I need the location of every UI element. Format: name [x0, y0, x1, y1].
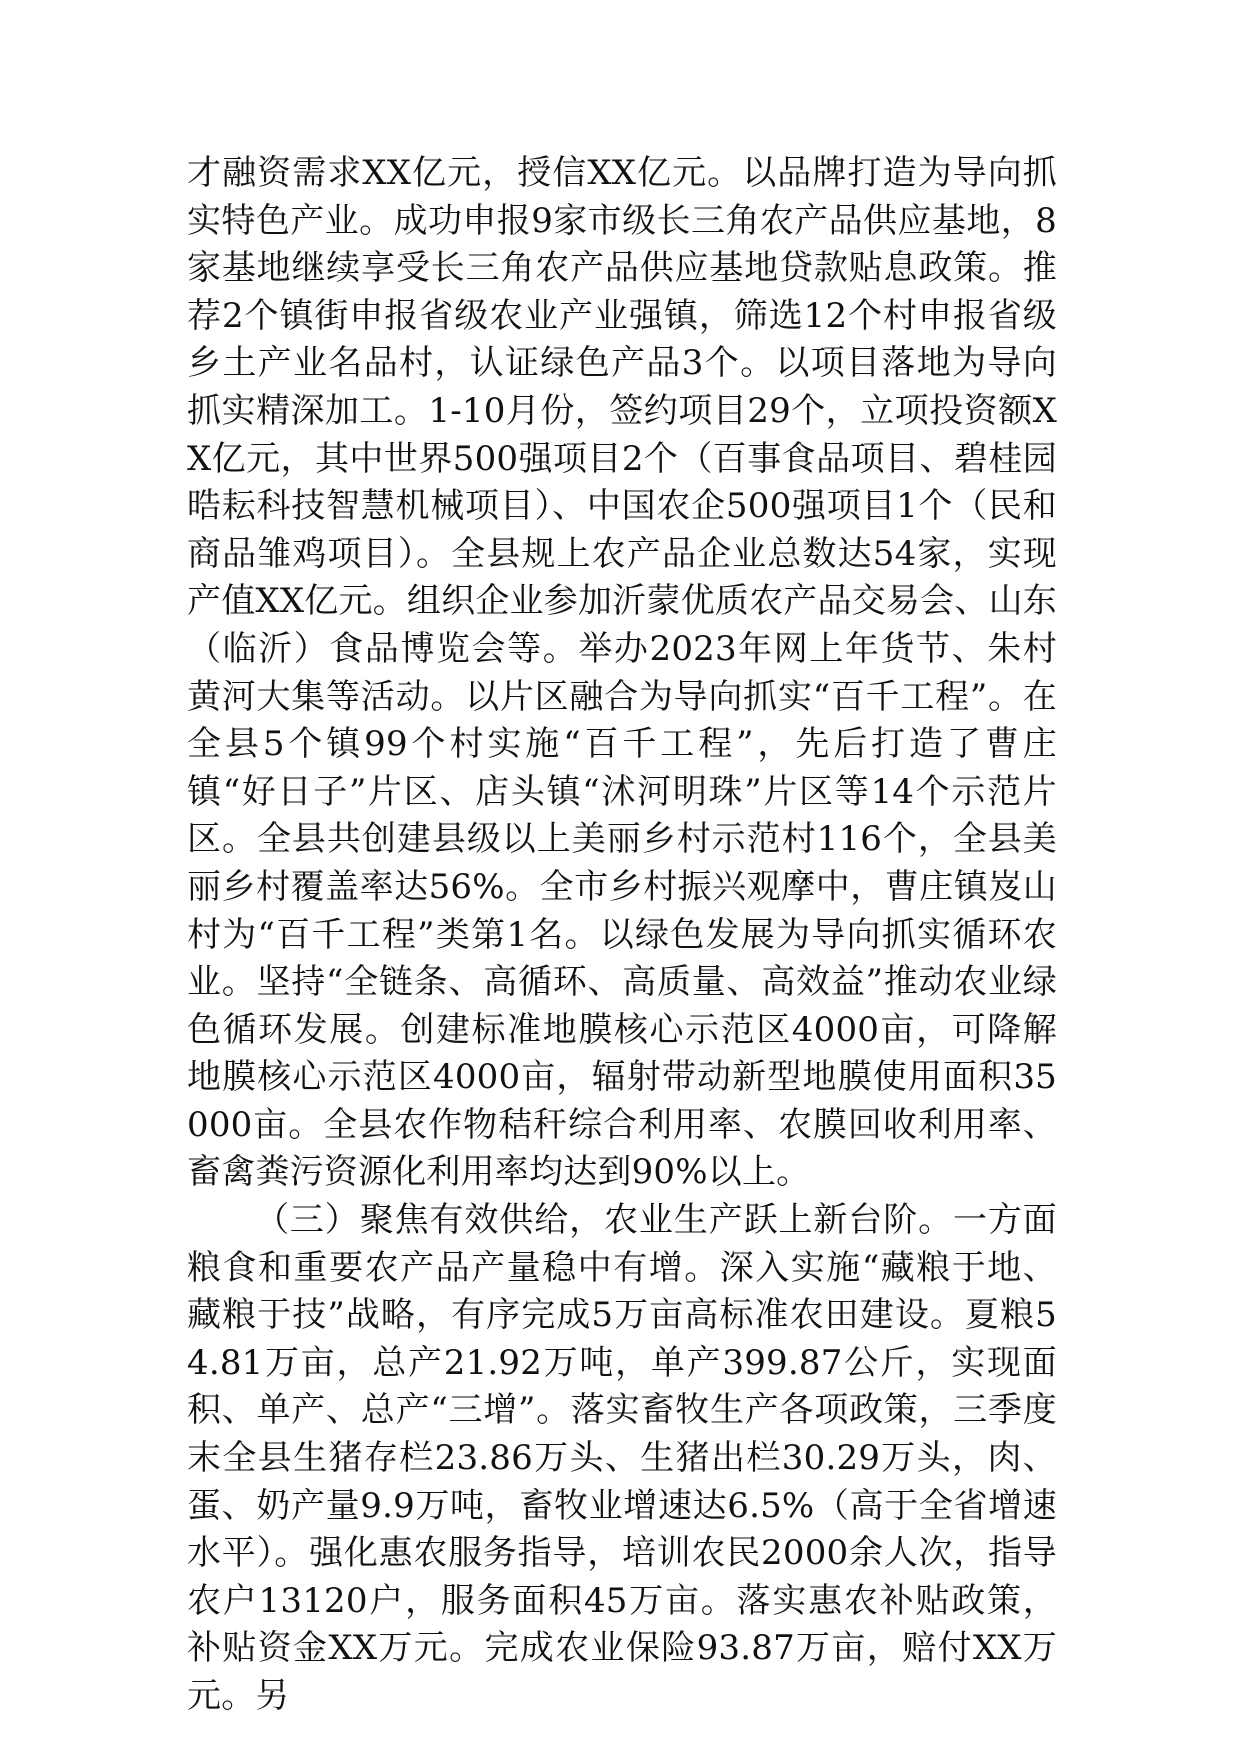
paragraph-continuation: 才融资需求XX亿元，授信XX亿元。以品牌打造为导向抓实特色产业。成功申报9家市级长三角农产品供应基地，8家基地继续享受长三角农产品供应基地贷款贴息政策。推荐2个镇街申报省级农业产业强镇，筛选12个村申报省级乡土产业名品村，认证绿色产品3个。以项目落地为导向抓实精深加工。1-10月份，签约项目29个，立项投资额XX亿元，其中世界500强项目2个（百事食品项目、碧桂园晧耘科技智慧机械项目）、中国农企500强项目1个（民和商品雏鸡项目）。全县规上农产品企业总数达54家，实现产值XX亿元。组织企业参加沂蒙优质农产品交易会、山东（临沂）食品博览会等。举办2023年网上年货节、朱村黄河大集等活动。以片区融合为导向抓实“百千工程”。在全县5个镇99个村实施“百千工程”，先后打造了曹庄镇“好日子”片区、店头镇“沭河明珠”片区等14个示范片区。全县共创建县级以上美丽乡村示范村116个，全县美丽乡村覆盖率达56%。全市乡村振兴观摩中，曹庄镇岌山村为“百千工程”类第1名。以绿色发展为导向抓实循环农业。坚持“全链条、高循环、高质量、高效益”推动农业绿色循环发展。创建标准地膜核心示范区4000亩，可降解地膜核心示范区4000亩，辐射带动新型地膜使用面积35000亩。全县农作物秸秆综合利用率、农膜回收利用率、畜禽粪污资源化利用率均达到90%以上。	[187, 153, 1057, 1193]
document-body	[187, 150, 1057, 1721]
paragraph-section-three: （三）聚焦有效供给，农业生产跃上新台阶。一方面粮食和重要农产品产量稳中有增。深入实施“藏粮于地、藏粮于技”战略，有序完成5万亩高标准农田建设。夏粮54.81万亩，总产21.92万吨，单产399.87公斤，实现面积、单产、总产“三增”。落实畜牧生产各项政策，三季度末全县生猪存栏23.86万头、生猪出栏30.29万头，肉、蛋、奶产量9.9万吨，畜牧业增速达6.5%（高于全省增速水平）。强化惠农服务指导，培训农民2000余人次，指导农户13120户，服务面积45万亩。落实惠农补贴政策，补贴资金XX万元。完成农业保险93.87万亩，赔付XX万元。另	[187, 1200, 1057, 1716]
